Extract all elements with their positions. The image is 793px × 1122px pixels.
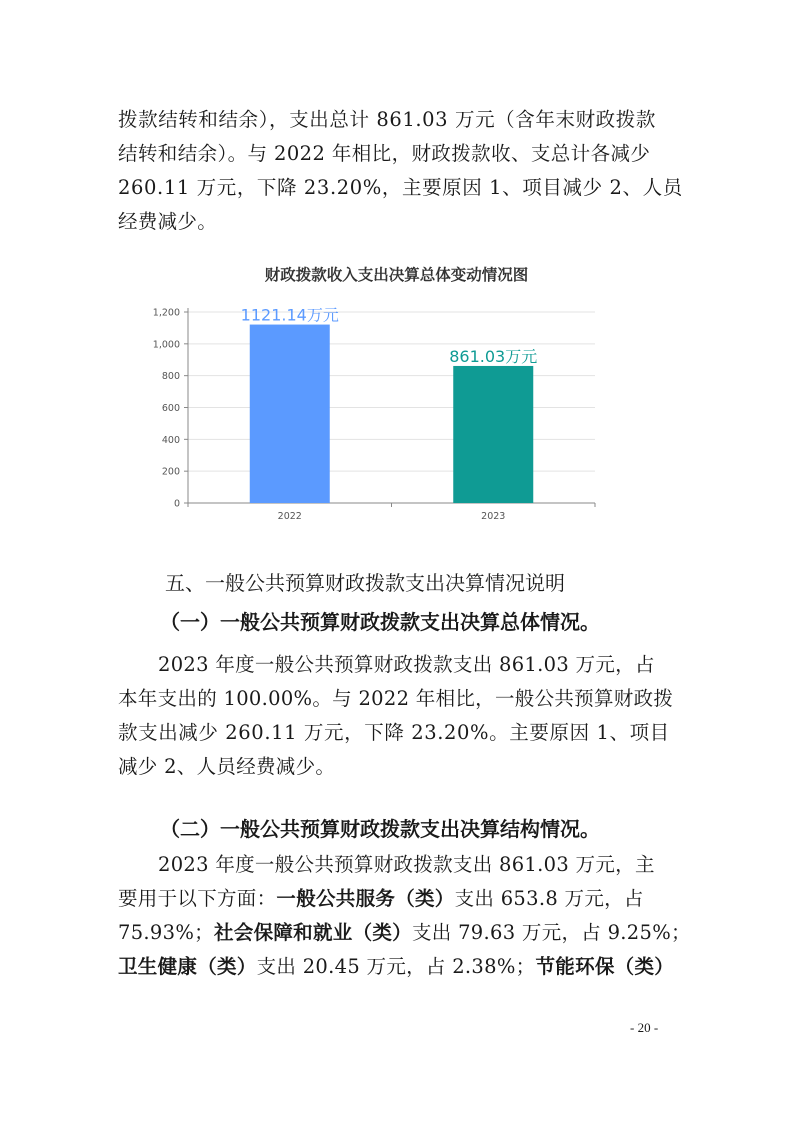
sub1-paragraph [118, 648, 678, 784]
sub1-line: 本年支出的 100.00%。与 2022 年相比，一般公共预算财政拨 [118, 687, 674, 710]
data-label: 861.03万元 [449, 346, 538, 366]
y-tick-label: 1,000 [152, 339, 180, 351]
sub1-heading: （一）一般公共预算财政拨款支出决算总体情况。 [160, 610, 600, 634]
sub2-line: 2023 年度一般公共预算财政拨款支出 861.03 万元，主 [158, 853, 655, 876]
intro-line: 拨款结转和结余），支出总计 861.03 万元（含年末财政拨款 [118, 108, 656, 131]
bar-chart [140, 298, 610, 523]
x-tick-label: 2023 [481, 511, 506, 522]
sub2-line [118, 916, 691, 950]
intro-line: 经费减少。 [118, 210, 218, 233]
y-tick-label: 0 [173, 498, 180, 510]
x-tick-label: 2022 [277, 511, 302, 522]
sub2-text: 75.93%； [118, 921, 214, 944]
y-tick-label: 600 [161, 403, 180, 414]
sub2-paragraph [118, 848, 691, 984]
sub2-text: 支出 79.63 万元，占 9.25%； [411, 921, 691, 944]
intro-line: 260.11 万元，下降 23.20%，主要原因 1、项目减少 2、人员 [118, 176, 683, 199]
intro-line: 结转和结余）。与 2022 年相比，财政拨款收、支总计各减少 [118, 142, 651, 165]
sub2-heading: （二）一般公共预算财政拨款支出决算结构情况。 [160, 817, 600, 841]
chart-title: 财政拨款收入支出决算总体变动情况图 [264, 266, 529, 284]
sub1-line: 减少 2、人员经费减少。 [118, 755, 336, 778]
section5-heading: 五、一般公共预算财政拨款支出决算情况说明 [165, 571, 565, 595]
y-tick-label: 800 [161, 371, 180, 383]
category-social-security: 社会保障和就业（类） [213, 921, 412, 944]
data-label: 1121.14万元 [240, 305, 339, 325]
sub2-text: 要用于以下方面： [118, 887, 277, 910]
bar-2022 [250, 325, 330, 503]
sub1-line: 款支出减少 260.11 万元，下降 23.20%。主要原因 1、项目 [118, 721, 670, 744]
sub2-line [118, 950, 678, 984]
page-number: - 20 - [630, 1020, 659, 1035]
sub2-line [118, 882, 678, 916]
bar-2023 [453, 366, 533, 503]
sub2-text: 支出 20.45 万元，占 2.38%； [256, 955, 536, 978]
category-energy-environment: 节能环保（类） [535, 955, 675, 978]
category-general-public-services: 一般公共服务（类） [276, 887, 455, 910]
y-tick-label: 200 [161, 466, 180, 478]
y-tick-label: 1,200 [152, 307, 180, 319]
y-tick-label: 400 [161, 434, 180, 446]
category-health: 卫生健康（类） [118, 955, 257, 978]
sub2-text: 支出 653.8 万元，占 [454, 887, 644, 910]
sub1-line: 2023 年度一般公共预算财政拨款支出 861.03 万元，占 [158, 653, 655, 676]
intro-paragraph [118, 103, 683, 239]
